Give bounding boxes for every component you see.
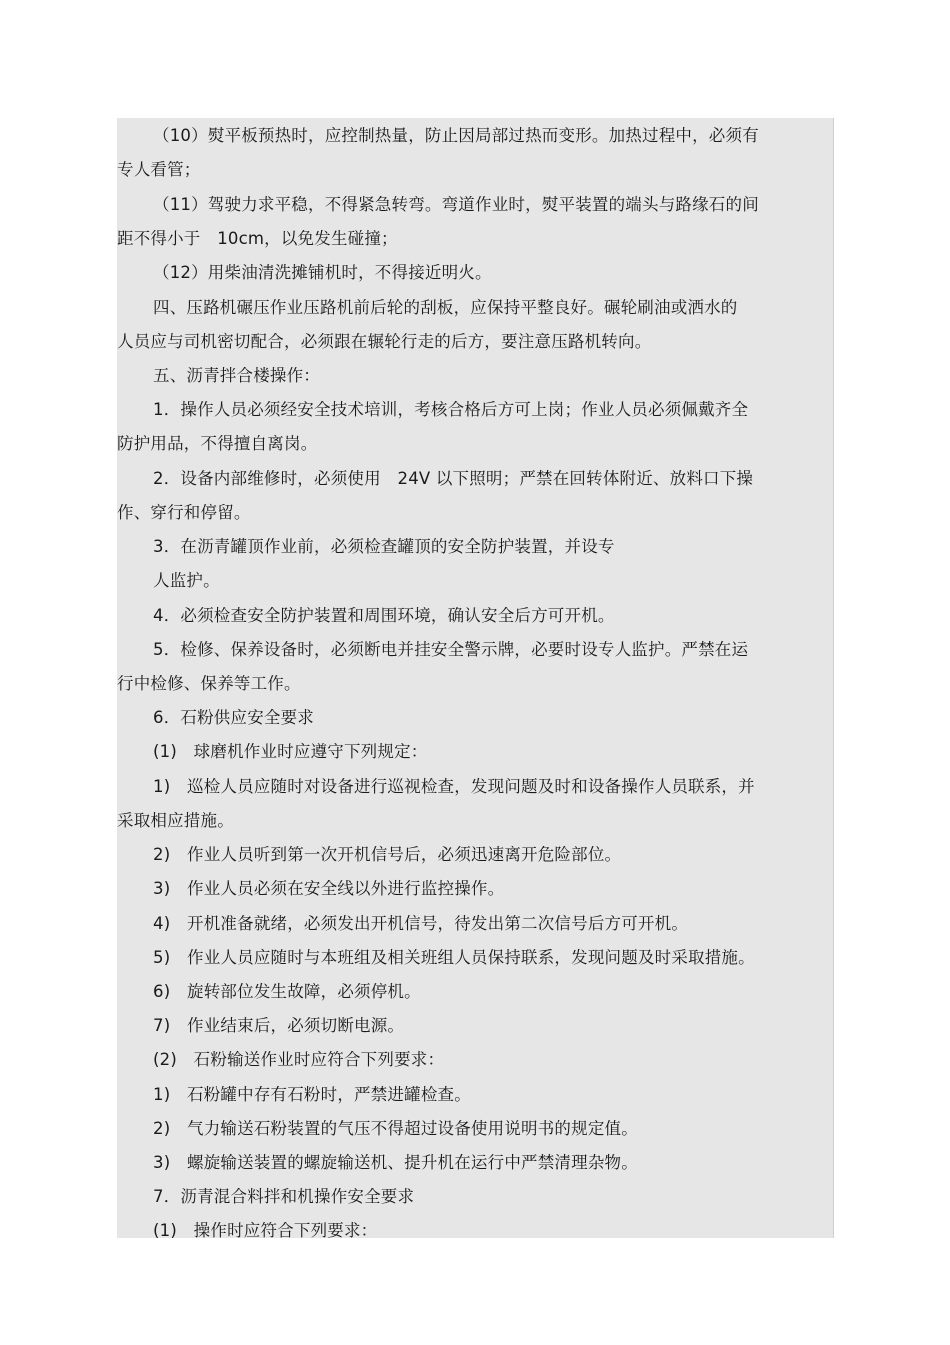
- text-line: 3) 螺旋输送装置的螺旋输送机、提升机在运行中严禁清理杂物。: [153, 1153, 638, 1172]
- text-line: (1) 操作时应符合下列要求：: [153, 1221, 378, 1240]
- text-line: 行中检修、保养等工作。: [117, 674, 301, 693]
- text-line: 3．在沥青罐顶作业前，必须检查罐顶的安全防护装置，并设专: [153, 537, 615, 556]
- text-line: 5．检修、保养设备时，必须断电并挂安全警示牌，必要时设专人监护。严禁在运: [153, 640, 749, 659]
- text-line: （12）用柴油清洗摊铺机时，不得接近明火。: [153, 263, 492, 282]
- text-line: 7．沥青混合料拌和机操作安全要求: [153, 1187, 415, 1206]
- text-line: 4) 开机准备就绪，必须发出开机信号，待发出第二次信号后方可开机。: [153, 914, 689, 933]
- text-line: （10）熨平板预热时，应控制热量，防止因局部过热而变形。加热过程中，必须有: [153, 126, 759, 145]
- text-line: 5) 作业人员应随时与本班组及相关班组人员保持联系，发现问题及时采取措施。: [153, 948, 755, 967]
- text-line: (2) 石粉输送作业时应符合下列要求：: [153, 1050, 445, 1069]
- text-line: 4．必须检查安全防护装置和周围环境，确认安全后方可开机。: [153, 606, 615, 625]
- text-line: 1) 巡检人员应随时对设备进行巡视检查，发现问题及时和设备操作人员联系，并: [153, 777, 755, 796]
- text-line: 四、压路机碾压作业压路机前后轮的刮板，应保持平整良好。碾轮刷油或洒水的: [153, 298, 738, 317]
- text-line: 采取相应措施。: [117, 811, 234, 830]
- text-line: 防护用品，不得擅自离岗。: [117, 434, 318, 453]
- text-line: 1．操作人员必须经安全技术培训，考核合格后方可上岗；作业人员必须佩戴齐全: [153, 400, 749, 419]
- text-line: （11）驾驶力求平稳，不得紧急转弯。弯道作业时，熨平装置的端头与路缘石的间: [153, 195, 759, 214]
- text-line: 2) 作业人员听到第一次开机信号后，必须迅速离开危险部位。: [153, 845, 622, 864]
- text-line: 7) 作业结束后，必须切断电源。: [153, 1016, 405, 1035]
- text-line: 6．石粉供应安全要求: [153, 708, 314, 727]
- text-line: 2) 气力输送石粉装置的气压不得超过设备使用说明书的规定值。: [153, 1119, 638, 1138]
- text-line: (1) 球磨机作业时应遵守下列规定：: [153, 742, 428, 761]
- text-line: 3) 作业人员必须在安全线以外进行监控操作。: [153, 879, 505, 898]
- text-line: 6) 旋转部位发生故障，必须停机。: [153, 982, 421, 1001]
- text-line: 人监护。: [153, 571, 220, 590]
- text-line: 2．设备内部维修时，必须使用 24V 以下照明；严禁在回转体附近、放料口下操: [153, 469, 754, 488]
- text-line: 人员应与司机密切配合，必须跟在辗轮行走的后方，要注意压路机转向。: [117, 332, 652, 351]
- text-line: 五、沥青拌合楼操作：: [153, 366, 320, 385]
- text-line: 专人看管；: [117, 160, 201, 179]
- text-line: 作、穿行和停留。: [117, 503, 251, 522]
- document-page: [117, 118, 834, 1238]
- text-line: 距不得小于 10cm，以免发生碰撞；: [117, 229, 398, 248]
- text-line: 1) 石粉罐中存有石粉时，严禁进罐检查。: [153, 1085, 471, 1104]
